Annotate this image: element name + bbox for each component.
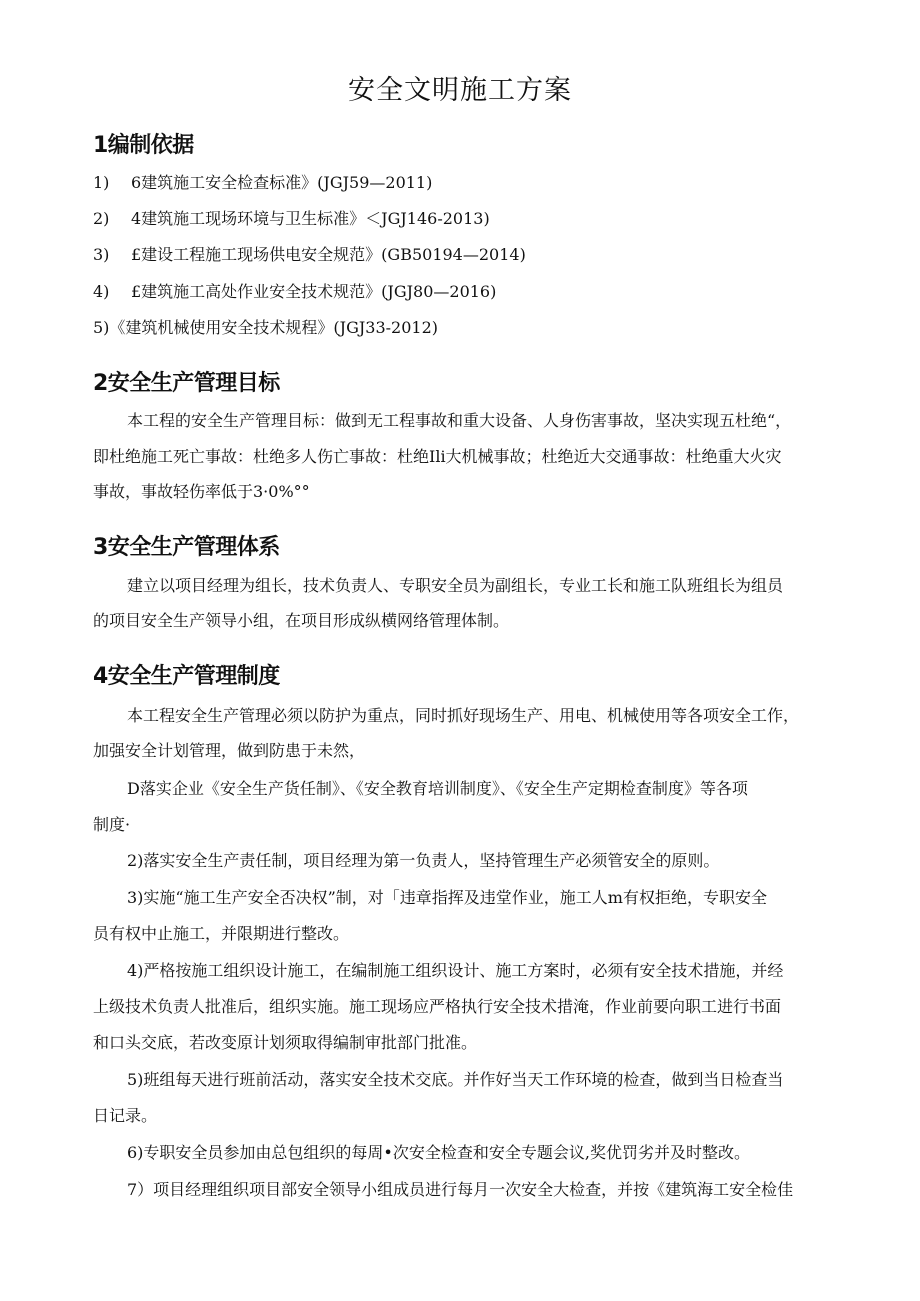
- paragraph-line: 本工程的安全生产管理目标：做到无工程事故和重大设备、人身伤害事故，坚决实现五杜绝“，: [127, 411, 792, 430]
- paragraph-line: 员有权中止施工，并限期进行整改。: [93, 924, 350, 943]
- paragraph-line: 3)实施“施工生产安全否决权”制，对「违章指挥及违堂作业，施工人m有权拒绝，专职安全: [127, 888, 767, 907]
- reference-number: 3): [93, 245, 110, 264]
- reference-item-5: [93, 318, 830, 338]
- paragraph-line: 本工程安全生产管理必须以防护为重点，同时抓好现场生产、用电、机械使用等各项安全工作，: [127, 706, 800, 725]
- reference-item-1: [93, 173, 830, 193]
- paragraph-line: 即杜绝施工死亡事故：杜绝多人伤亡事故：杜绝Ili大机械事故；杜绝近大交通事故：杜绝重大火灾: [93, 447, 782, 466]
- paragraph-line: 上级技术负责人批准后，组织实施。施工现场应严格执行安全技术措淹，作业前要向职工进行书面: [93, 997, 782, 1016]
- paragraph-line: 的项目安全生产领导小组，在项目形成纵横网络管理体制。: [93, 611, 510, 630]
- reference-item-2: [93, 209, 830, 229]
- section-1-heading: 1编制依据: [93, 133, 194, 158]
- section-2-heading: 2安全生产管理目标: [93, 371, 280, 396]
- paragraph-line: 2)落实安全生产责任制，项目经理为第一负责人，坚持管理生产必须管安全的原则。: [127, 851, 720, 870]
- paragraph-line: 5)班组每天进行班前活动，落实安全技术交底。并作好当天工作环境的检查，做到当日检查当: [127, 1070, 784, 1089]
- paragraph-line: 4)严格按施工组织设计施工，在编制施工组织设计、施工方案时，必须有安全技术措施，并经: [127, 961, 784, 980]
- section-3-heading: 3安全生产管理体系: [93, 535, 280, 560]
- paragraph-line: 制度·: [93, 815, 131, 834]
- paragraph-line: 和口头交底，若改变原计划须取得编制审批部门批准。: [93, 1033, 478, 1052]
- paragraph-line: 7）项目经理组织项目部安全领导小组成员进行每月一次安全大检查，并按《建筑海工安全检佳: [127, 1180, 794, 1199]
- document-title: 安全文明施工方案: [348, 75, 572, 106]
- paragraph-line: 6)专职安全员参加由总包组织的每周•次安全检查和安全专题会议,奖优罚劣并及时整改。: [127, 1143, 750, 1162]
- reference-number: 1): [93, 173, 110, 192]
- reference-text: 6建筑施工安全检查标准》(JGJ59—2011): [131, 173, 433, 192]
- paragraph-line: 事故，事故轻伤率低于3·0%°°: [93, 482, 310, 501]
- paragraph-line: D落实企业《安全生产货任制》、《安全教育培训制度》、《安全生产定期检查制度》等各项: [127, 779, 748, 798]
- reference-item-4: [93, 282, 830, 302]
- reference-item-3: [93, 245, 830, 265]
- paragraph-line: 加强安全计划管理，做到防患于未然，: [93, 741, 366, 760]
- reference-number: 4): [93, 282, 110, 301]
- reference-text: £建筑施工高处作业安全技术规范》(JGJ80—2016): [131, 282, 497, 301]
- paragraph-line: 日记录。: [93, 1106, 158, 1125]
- reference-text: £建设工程施工现场供电安全规范》(GB50194—2014): [131, 245, 526, 264]
- reference-number: 2): [93, 209, 110, 228]
- section-4-heading: 4安全生产管理制度: [93, 664, 280, 689]
- paragraph-line: 建立以项目经理为组长，技术负责人、专职安全员为副组长，专业工长和施工队班组长为组员: [127, 576, 784, 595]
- reference-text: 4建筑施工现场环境与卫生标准》＜JGJ146-2013): [131, 209, 490, 228]
- reference-text: 5)《建筑机械使用安全技术规程》(JGJ33-2012): [93, 318, 439, 337]
